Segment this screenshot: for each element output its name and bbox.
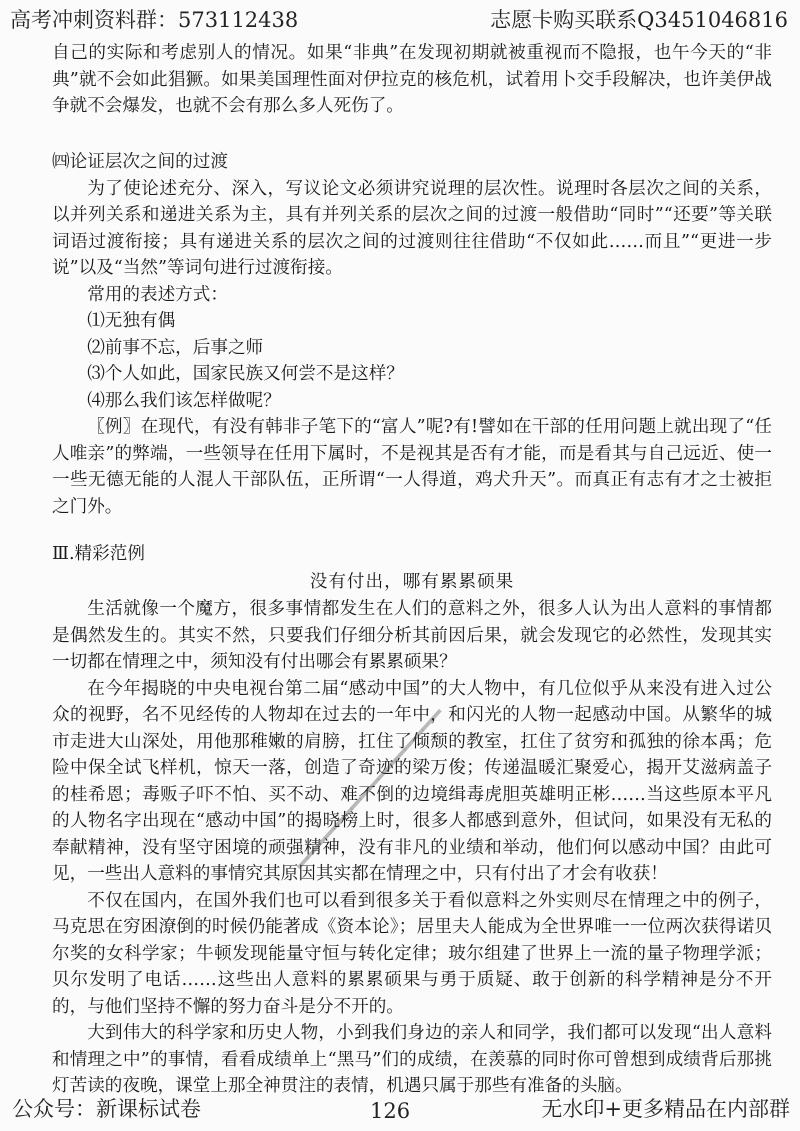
- essay-paragraph: 生活就像一个魔方，很多事情都发生在人们的意料之外，很多人认为出人意料的事情都是偶然发生的。其实不然，只要我们仔细分析其前因后果，就会发现它的必然性，发现其实一切都在情理之中，须知没有付出哪会有累累硕果？: [52, 599, 772, 672]
- header-right-text: 志愿卡购买联系Q3451046816: [490, 8, 788, 32]
- essay-paragraph: 大到伟大的科学家和历史人物，小到我们身边的亲人和同学，我们都可以发现“出人意料和情理之中”的事情，看看成绩单上“黑马”们的成绩，在羡慕的同时你可曾想到成绩背后那挑灯苦读的夜晚，课堂上那全神贯注的表情，机遇只属于那些有准备的头脑。: [52, 1023, 772, 1096]
- common-expressions-label: 常用的表述方式：: [87, 284, 228, 305]
- section-heading-transition: ㈣论证层次之间的过渡: [52, 151, 228, 172]
- expression-item: ⑵前事不忘，后事之师: [87, 337, 264, 358]
- example-paragraph: 〖例〗在现代，有没有韩非子笔下的“富人”呢?有!譬如在干部的任用问题上就出现了“任人唯亲”的弊端，一些领导在任用下属时，不是视其是否有才能，而是看其与自己远近、使一一些无德无能的人混人干部队伍，正所谓“一人得道，鸡犬升天”。而真正有志有才之士被拒之门外。: [52, 417, 772, 517]
- essay-title: 没有付出，哪有累累硕果: [309, 572, 515, 592]
- header-left-text: 高考冲刺资料群：573112438: [10, 8, 299, 32]
- page-number: 126: [370, 1099, 411, 1123]
- expression-item: ⑴无独有偶: [87, 311, 176, 331]
- footer-left-text: 公众号：新课标试卷: [12, 1097, 201, 1121]
- document-page: [52, 40, 772, 1100]
- watermark-stamp: ━━━━━━━━━━━━━━━━: [290, 702, 451, 877]
- footer-right-text: 无水印+更多精品在内部群: [541, 1097, 790, 1121]
- section-heading-examples: Ⅲ.精彩范例: [52, 544, 145, 564]
- expression-item: ⑶个人如此，国家民族又何尝不是这样？: [87, 364, 404, 384]
- continued-paragraph: 自己的实际和考虑别人的情况。如果“非典”在发现初期就被重视而不隐报，也午今天的“非典”就不会如此猖獗。如果美国理性面对伊拉克的核危机，试着用卜交手段解决，也许美伊战争就不会爆发，也就不会有那么多人死伤了。: [52, 43, 772, 116]
- transition-paragraph: 为了使论述充分、深入，写议论文必须讲究说理的层次性。说理时各层次之间的关系，以并列关系和递进关系为主，具有并列关系的层次之间的过渡一般借助“同时”“还要”等关联词语过渡衔接；具有递进关系的层次之间的过渡则往往借助“不仅如此……而且”“更进一步说”以及“当然”等词句进行过渡衔接。: [52, 178, 772, 278]
- essay-paragraph: 在今年揭晓的中央电视台第二届“感动中国”的大人物中，有几位似乎从来没有进入过公众的视野，名不见经传的人物却在过去的一年中，和闪光的人物一起感动中国。从繁华的城市走进大山深处，用他那稚嫩的肩膀，扛住了倾颓的教室，扛住了贫穷和孤独的徐本禹；危险中保全试飞样机，惊天一落，创造了奇迹的梁万俊；传递温暖汇聚爱心，揭开艾滋病盖子的桂希恩；毒贩子吓不怕、买不动、难不倒的边境缉毒虎胆英雄明正彬……当这些原本平凡的人物名字出现在“感动中国”的揭晓榜上时，很多人都感到意外，但试问，如果没有无私的奉献精神，没有坚守困境的顽强精神，没有非凡的业绩和举动，他们何以感动中国？由此可见，一些出人意料的事情究其原因其实都在情理之中，只有付出了才会有收获！: [52, 678, 772, 884]
- essay-paragraph: 不仅在国内，在国外我们也可以看到很多关于看似意料之外实则尽在情理之中的例子，马克思在穷困潦倒的时候仍能著成《资本论》；居里夫人能成为全世界唯一一位两次获得诺贝尔奖的女科学家；牛顿发现能量守恒与转化定律；玻尔组建了世界上一流的量子物理学派；贝尔发明了电话……这些出人意料的累累硕果与勇于质疑、敢于创新的科学精神是分不开的，与他们坚持不懈的努力奋斗是分不开的。: [52, 890, 772, 1017]
- expression-item: ⑷那么我们该怎样做呢？: [87, 390, 281, 411]
